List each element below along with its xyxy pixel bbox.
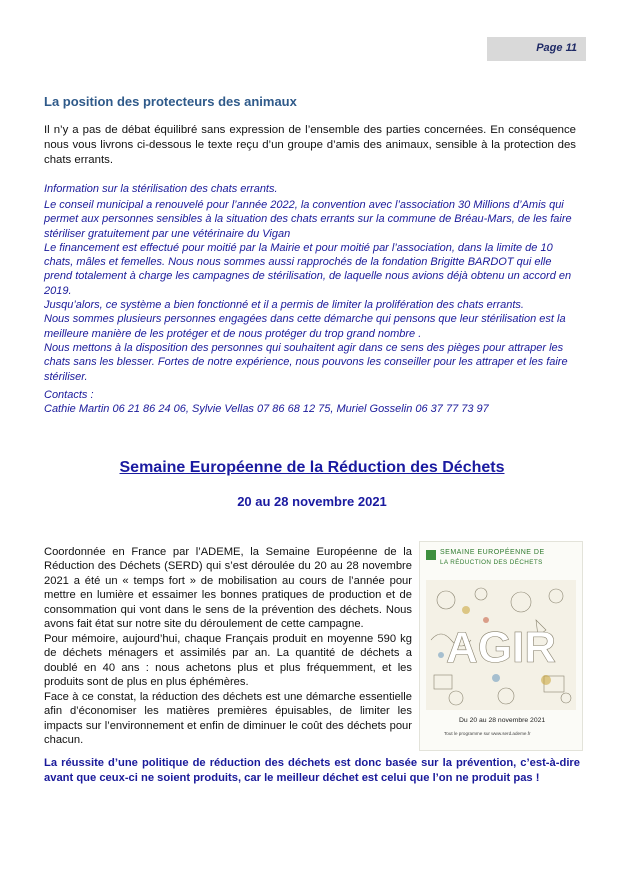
poster-header [426,548,576,582]
serd-paragraph-1: Coordonnée en France par l’ADEME, la Semaine Européenne de la Réduction des Déchets (SERD) qui s’est déroulée du 20 au 28 novembre 2021 a été un « temps fort » de mobilisation au cours de l’année pour mettre en lumière et essaimer les bonnes pratiques de production et de consommation qui vont dans le sens de la prévention des déchets. Nous avons fait état sur notre site du déroulement de cette campagne. [44,546,412,631]
contacts-list: Cathie Martin 06 21 86 24 06, Sylvie Vellas 07 86 68 12 75, Muriel Gosselin 06 37 77 73 97 [44,403,489,415]
section-heading: La position des protecteurs des animaux [44,94,297,109]
sterilisation-body: Le conseil municipal a renouvelé pour l’année 2022, la convention avec l’association 30 Millions d’Amis qui permet aux personnes sensibles à la situation des chats errants sur la commune de Bréau-Mars, de les faire stériliser gratuitement par une vétérinaire du Vigan Le financement est effectué pour moitié par la Mairie et pour moitié par l’association, dans la limite de 10 chats, mâles et femelles. Nous nous sommes aussi rapprochés de la fondation Brigitte BARDOT qui elle prend totalement à charge les campagnes de stérilisation, de laquelle nous avions déjà obtenu un accord en 2019. Jusqu’alors, ce système a bien fonctionné et il a permis de limiter la prolifération des chats errants. Nous sommes plusieurs personnes engagées dans cette démarche qui pensons que leur stérilisation est la meilleure manière de les protéger et de nous protéger du trop grand nombre . Nous mettons à la disposition des personnes qui souhaitent agir dans ce sens des pièges pour attraper les chats sans les blesser. Fortes de notre expérience, nous pouvons les conseiller pour les attraper et les faire stériliser. [44,199,572,383]
poster-agir-word: AGIR [446,623,556,672]
poster-line-2: LA RÉDUCTION DES DÉCHETS [440,559,543,566]
serd-poster [419,541,583,751]
sterilisation-title: Information sur la stérilisation des chats errants. [44,183,278,195]
poster-url: Tout le programme sur www.serd.ademe.fr [444,731,531,736]
poster-illustration [426,580,576,710]
serd-title: Semaine Européenne de la Réduction des Déchets [119,459,505,476]
intro-paragraph: Il n’y a pas de débat équilibré sans expression de l’ensemble des parties concernées. En conséquence nous vous livrons ci-dessous le texte reçu d’un groupe d’amis des animaux, sensible à la protection des chats errants. [44,124,576,166]
serd-paragraph-3: Face à ce constat, la réduction des déchets est une démarche essentielle afin d’économiser les matières premières épuisables, de limiter les impacts sur l’environnement et enfin de diminuer le coût des déchets pour chacun. [44,691,412,747]
serd-paragraph-2: Pour mémoire, aujourd’hui, chaque Français produit en moyenne 590 kg de déchets ménagers et assimilés par an. La quantité de déchets a doublé en 40 ans : nous achetons plus et plus fréquemment, et les produits sont de plus en plus éphémères. [44,633,412,689]
page-number: Page 11 [536,42,577,54]
serd-dates: 20 au 28 novembre 2021 [237,494,387,509]
poster-dates: Du 20 au 28 novembre 2021 [459,717,546,724]
serd-logo-icon [426,550,436,560]
page-number-box [487,37,586,61]
conclusion-paragraph: La réussite d’une politique de réduction des déchets est donc basée sur la prévention, c’est-à-dire avant que ceux-ci ne soient produits, car le meilleur déchet est celui que l’on ne produit pas ! [44,757,580,784]
poster-line-1: SEMAINE EUROPÉENNE DE [440,549,545,556]
contacts-label: Contacts : [44,389,94,401]
